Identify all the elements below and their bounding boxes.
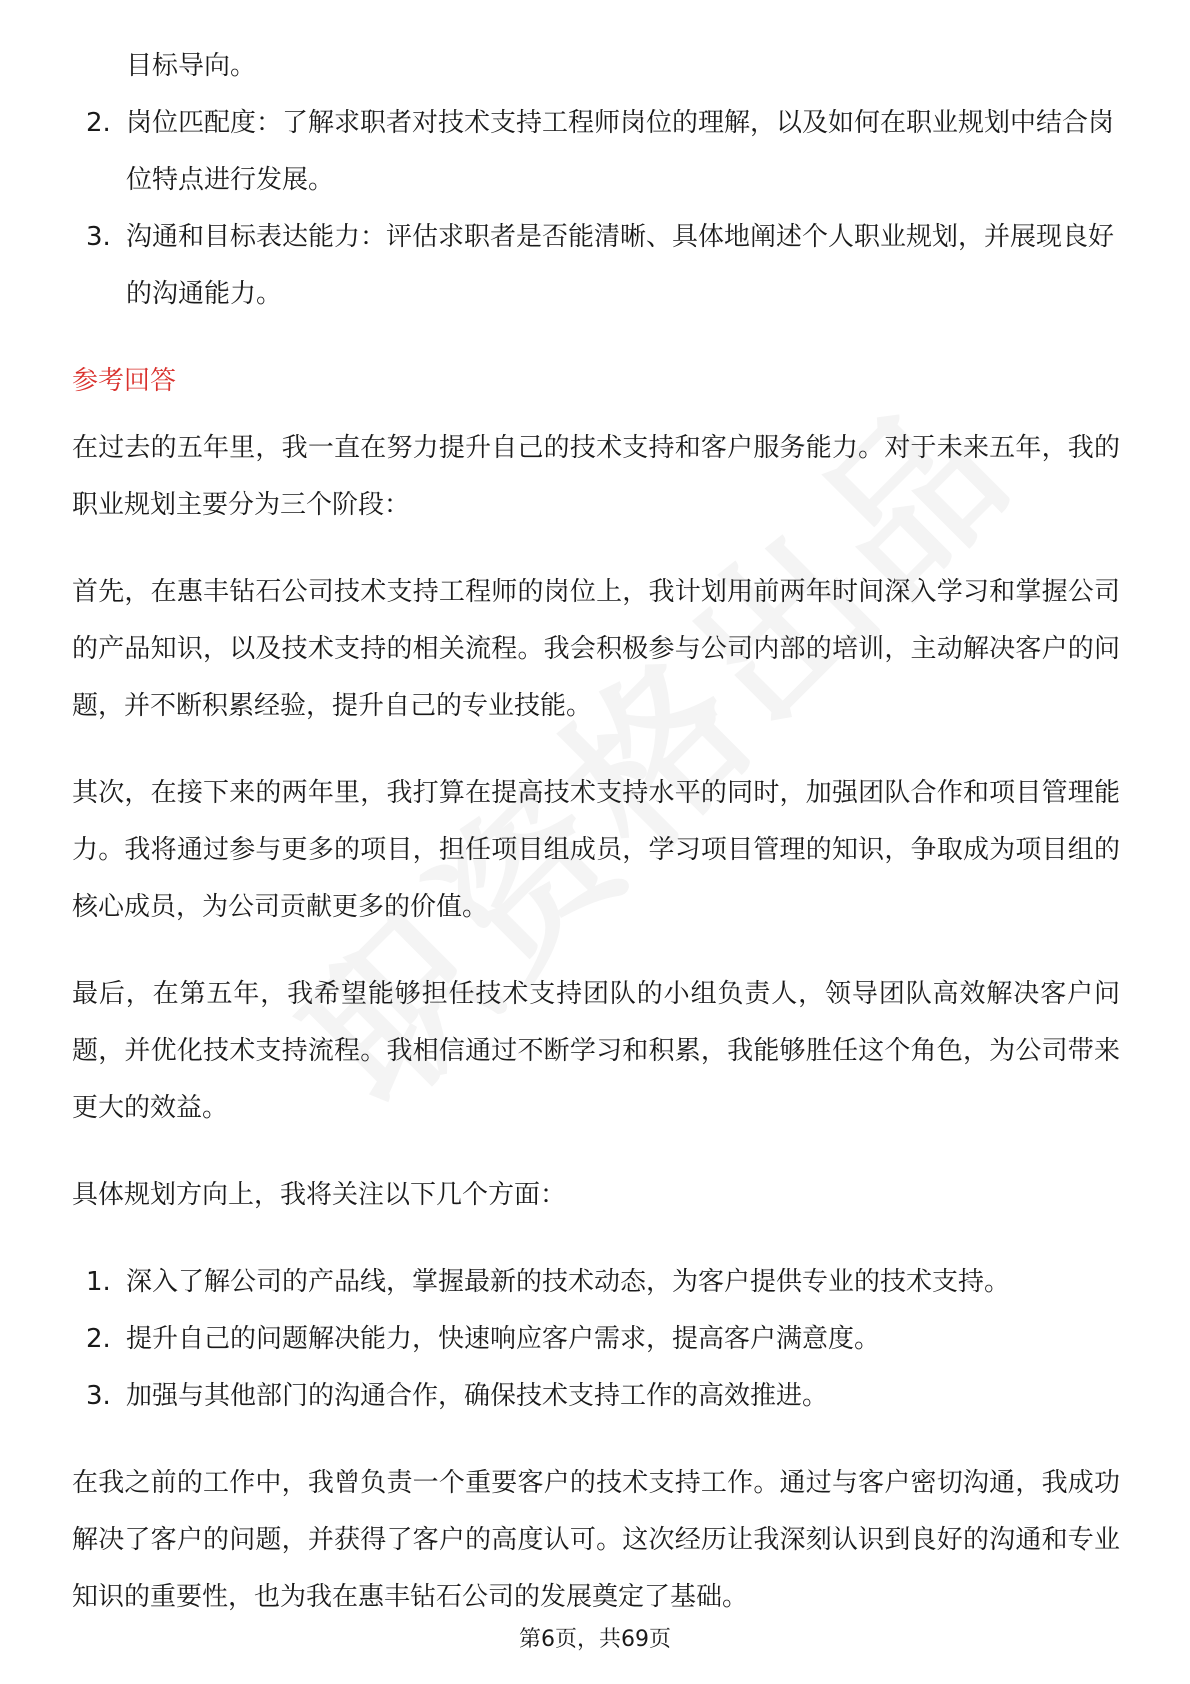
list-number: 3. [86, 1381, 111, 1411]
list-item [72, 1254, 1120, 1311]
list-item [72, 95, 1120, 209]
page-content [72, 38, 1120, 1656]
list-item-text: 岗位匹配度：了解求职者对技术支持工程师岗位的理解，以及如何在职业规划中结合岗位特点进行发展。 [126, 108, 1115, 195]
list-item-text: 提升自己的问题解决能力，快速响应客户需求，提高客户满意度。 [126, 1324, 881, 1354]
section-heading: 参考回答 [72, 366, 177, 396]
paragraph-second: 其次，在接下来的两年里，我打算在提高技术支持水平的同时，加强团队合作和项目管理能力。我将通过参与更多的项目，担任项目组成员，学习项目管理的知识，争取成为项目组的核心成员，为公司贡献更多的价值。 [72, 778, 1120, 922]
criteria-list [72, 95, 1120, 323]
list-number: 1. [86, 1267, 111, 1297]
list-item-text: 加强与其他部门的沟通合作，确保技术支持工作的高效推进。 [126, 1381, 829, 1411]
list-item [72, 209, 1120, 323]
paragraph-last: 最后，在第五年，我希望能够担任技术支持团队的小组负责人，领导团队高效解决客户问题，并优化技术支持流程。我相信通过不断学习和积累，我能够胜任这个角色，为公司带来更大的效益。 [72, 979, 1120, 1123]
paragraph-focus-intro: 具体规划方向上，我将关注以下几个方面： [72, 1180, 567, 1210]
list-number: 2. [86, 1324, 111, 1354]
list-item [72, 1311, 1120, 1368]
list-continuation: 目标导向。 [126, 51, 257, 81]
list-number: 3. [86, 222, 111, 252]
focus-list [72, 1254, 1120, 1425]
paragraph-first: 首先，在惠丰钻石公司技术支持工程师的岗位上，我计划用前两年时间深入学习和掌握公司的产品知识，以及技术支持的相关流程。我会积极参与公司内部的培训，主动解决客户的问题，并不断积累经验，提升自己的专业技能。 [72, 577, 1120, 721]
page-footer: 第6页，共69页 [519, 1627, 671, 1652]
paragraph-intro: 在过去的五年里，我一直在努力提升自己的技术支持和客户服务能力。对于未来五年，我的职业规划主要分为三个阶段： [72, 433, 1120, 520]
list-number: 2. [86, 108, 111, 138]
list-item [72, 1368, 1120, 1425]
paragraph-closing: 在我之前的工作中，我曾负责一个重要客户的技术支持工作。通过与客户密切沟通，我成功解决了客户的问题，并获得了客户的高度认可。这次经历让我深刻认识到良好的沟通和专业知识的重要性，也为我在惠丰钻石公司的发展奠定了基础。 [72, 1468, 1120, 1612]
list-item-text: 深入了解公司的产品线，掌握最新的技术动态，为客户提供专业的技术支持。 [126, 1267, 1011, 1297]
list-item-text: 沟通和目标表达能力：评估求职者是否能清晰、具体地阐述个人职业规划，并展现良好的沟通能力。 [126, 222, 1115, 309]
